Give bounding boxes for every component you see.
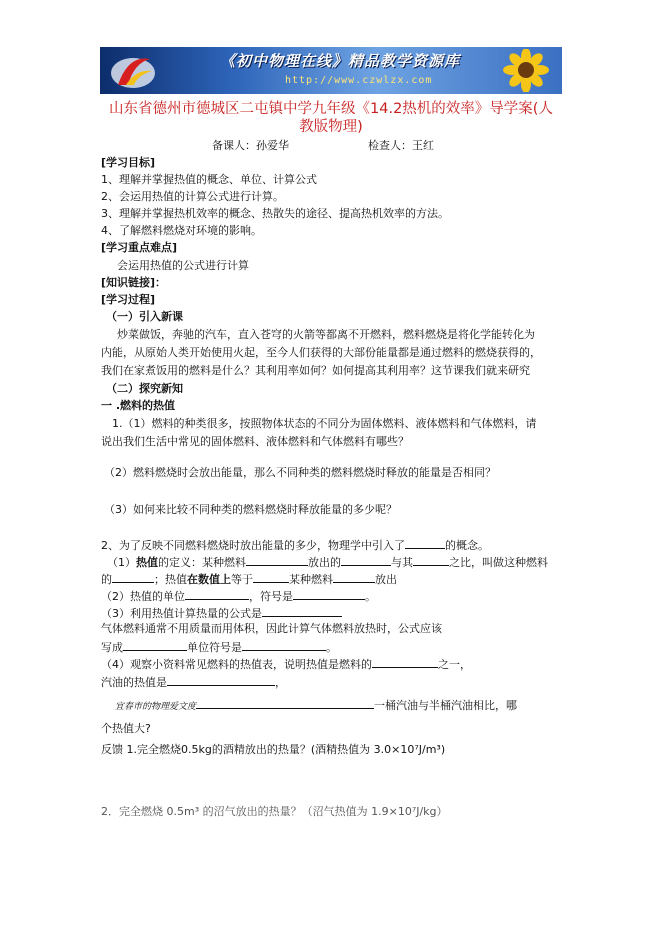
goal-item: 2、会运用热值的计算公式进行计算。 xyxy=(101,190,284,203)
answer-blank[interactable] xyxy=(196,697,374,709)
def-text: 放出的 xyxy=(308,556,341,569)
goal-item: 1、理解并掌握热值的概念、单位、计算公式 xyxy=(101,173,317,186)
unit-text: 。 xyxy=(365,590,376,603)
answer-blank[interactable] xyxy=(413,554,449,566)
intro-line: 炒菜做饭，奔驰的汽车，直入苍穹的火箭等都离不开燃料，燃料燃烧是将化学能转化为 xyxy=(117,328,535,341)
para-2 xyxy=(101,537,489,553)
header-banner xyxy=(100,47,562,94)
answer-blank[interactable] xyxy=(253,571,289,583)
question-3: （3）如何来比较不同种类的燃料燃烧时释放能量的多少呢？ xyxy=(104,503,397,516)
def-text: 某种燃料 xyxy=(289,573,333,586)
intro-line: 内能，从原始人类开始使用火起，至今人们获得的大部份能量都是通过燃料的燃烧获得的， xyxy=(101,346,541,359)
def-text: 的定义：某种燃料 xyxy=(158,556,246,569)
def-text: 热值 xyxy=(136,556,158,569)
sunflower-icon xyxy=(496,49,556,92)
property-text: 之一， xyxy=(438,658,471,671)
key-text: 会运用热值的公式进行计算 xyxy=(117,259,249,272)
goal-item: 3、理解并掌握热机效率的概念、热散失的途径、提高热机效率的方法。 xyxy=(101,207,449,220)
site-logo-icon xyxy=(108,51,158,91)
answer-blank[interactable] xyxy=(167,674,275,686)
banner-title: 《初中物理在线》精品教学资源库 xyxy=(220,52,461,70)
doc-title-line1: 山东省德州市德城区二屯镇中学九年级《14.2热机的效率》导学案(人 xyxy=(109,101,553,117)
process-header: [学习过程] xyxy=(101,293,156,306)
watermark-text: 宜春市的物理爱文度 xyxy=(115,702,197,712)
def-text: 等于 xyxy=(231,573,253,586)
intro-line: 我们在家煮饭用的燃料是什么？其利用率如何？如何提高其利用率？这节课我们就来研究 xyxy=(101,364,530,377)
formula-line xyxy=(101,605,342,621)
para-2-text: 的概念。 xyxy=(445,539,489,552)
answer-blank[interactable] xyxy=(372,656,438,668)
answer-blank[interactable] xyxy=(185,588,249,600)
formula-text: （3）利用热值计算热量的公式是 xyxy=(101,607,262,620)
answer-blank[interactable] xyxy=(246,554,308,566)
explore-header: （二）探究新知 xyxy=(106,382,183,395)
gas-text: 写成 xyxy=(101,641,123,654)
def-text: ；热值 xyxy=(154,573,187,586)
property-text: （4）观察小资料常见燃料的热值表，说明热值是燃料的 xyxy=(101,658,372,671)
doc-title-line2: 教版物理) xyxy=(299,119,363,135)
unit-text: （2）热值的单位 xyxy=(101,590,185,603)
answer-blank[interactable] xyxy=(405,537,445,549)
definition-line xyxy=(101,571,397,587)
answer-blank[interactable] xyxy=(293,588,365,600)
preparer: 备课人：孙爱华 xyxy=(212,139,289,152)
def-text: 在数值上 xyxy=(187,573,231,586)
banner-url: http://www.czwlzx.com xyxy=(285,75,433,86)
compare-line xyxy=(115,697,517,714)
answer-blank[interactable] xyxy=(341,554,391,566)
answer-blank[interactable] xyxy=(123,639,187,651)
key-header: [学习重点难点] xyxy=(101,241,178,254)
gasoline-text: 汽油的热值是 xyxy=(101,676,167,689)
gas-text: 单位符号是 xyxy=(187,641,242,654)
compare-text: 一桶汽油与半桶汽油相比，哪 xyxy=(374,699,518,712)
compare-end: 个热值大? xyxy=(101,722,151,735)
question-2: （2）燃料燃烧时会放出能量，那么不同种类的燃料燃烧时释放的能量是否相同？ xyxy=(104,466,496,479)
def-text: 的 xyxy=(101,573,112,586)
feedback-1: 反馈 1.完全燃烧0.5kg的酒精放出的热量？(酒精热值为 3.0×10⁷J/m³) xyxy=(101,743,446,756)
def-text: 与其 xyxy=(391,556,413,569)
def-text: 放出 xyxy=(375,573,397,586)
para-2-text: 2、为了反映不同燃料燃烧时放出能量的多少，物理学中引入了 xyxy=(101,539,405,552)
section-heat-value: 一 .燃料的热值 xyxy=(101,399,176,412)
def-text: （1） xyxy=(107,556,136,569)
intro-header: （一）引入新课 xyxy=(106,310,183,323)
gas-formula-line xyxy=(101,639,337,655)
question-1-line2: 说出我们生活中常见的固体燃料、液体燃料和气体燃料有哪些？ xyxy=(101,435,409,448)
gasoline-line: 汽油的热值是 ， xyxy=(101,676,286,689)
unit-line xyxy=(101,588,376,604)
checker: 检查人：王红 xyxy=(368,139,434,152)
gas-fuel-line: 气体燃料通常不用质量而用体积，因此计算气体燃料放热时，公式应该 xyxy=(101,622,442,635)
def-text: 之比，叫做这种燃料 xyxy=(449,556,548,569)
link-header: [知识链接]： xyxy=(101,276,167,289)
answer-blank[interactable] xyxy=(242,639,326,651)
question-1-line1: 1.（1）燃料的种类很多，按照物体状态的不同分为固体燃料、液体燃料和气体燃料，请 xyxy=(112,417,537,430)
unit-text: ，符号是 xyxy=(249,590,293,603)
goals-header: [学习目标] xyxy=(101,156,156,169)
answer-blank[interactable] xyxy=(262,605,342,617)
definition-line xyxy=(107,554,548,570)
answer-blank[interactable] xyxy=(112,571,154,583)
feedback-2: 2．完全燃烧 0.5m³ 的沼气放出的热量？（沼气热值为 1.9×10⁷J/kg） xyxy=(101,805,448,818)
gas-text: 。 xyxy=(326,641,337,654)
property-line xyxy=(101,656,471,672)
answer-blank[interactable] xyxy=(333,571,375,583)
goal-item: 4、了解燃料燃烧对环境的影响。 xyxy=(101,224,262,237)
